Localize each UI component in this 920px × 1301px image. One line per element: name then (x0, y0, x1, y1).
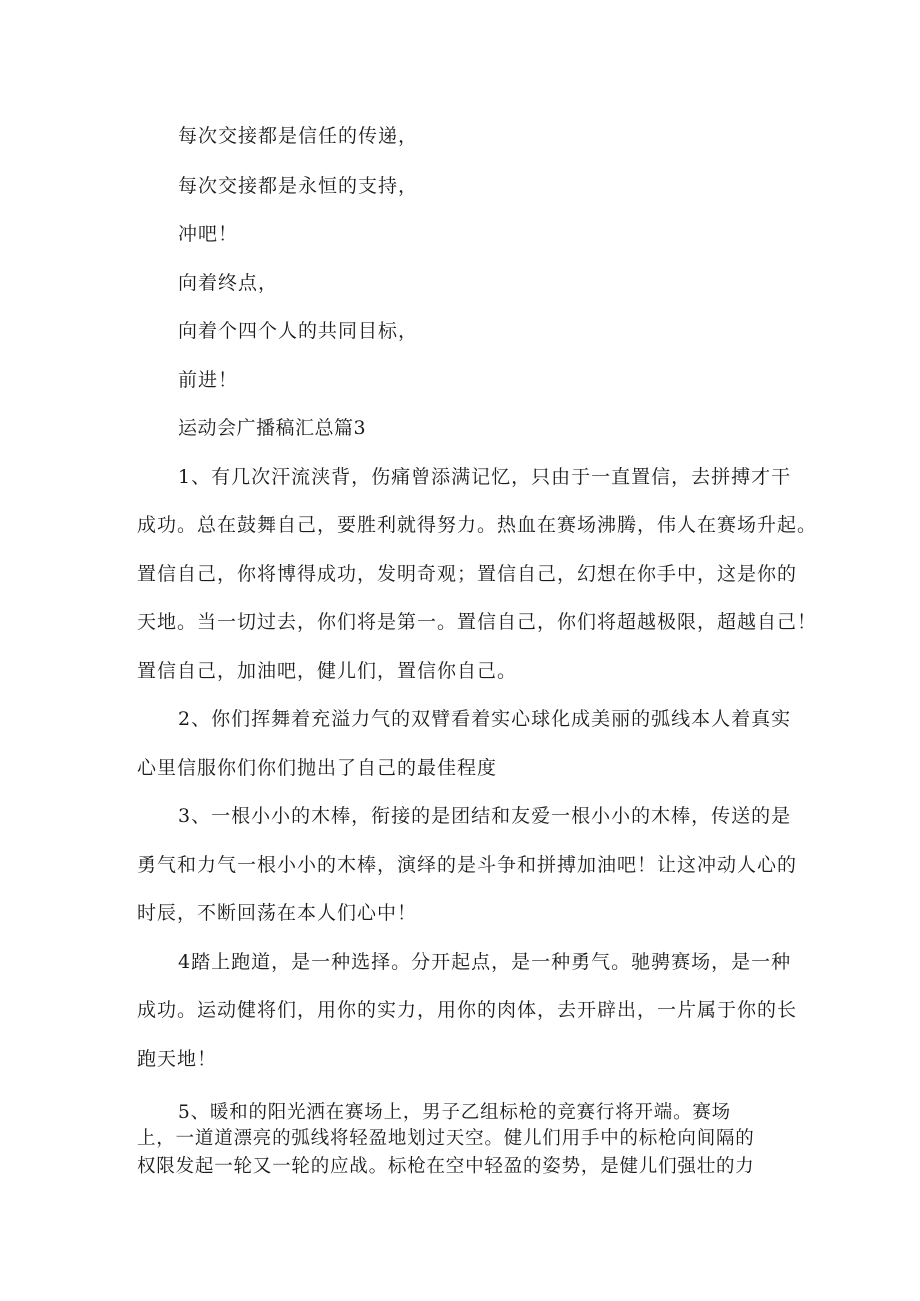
paragraph-line: 时辰，不断回荡在本人们心中！ (137, 902, 418, 924)
poem-line: 冲吧！ (178, 223, 239, 245)
paragraph-line: 3、一根小小的木棒，衔接的是团结和友爱一根小小的木棒，传送的是 (178, 805, 792, 827)
paragraph-line: 权限发起一轮又一轮的应战。标枪在空中轻盈的姿势，是健儿们强壮的力 (137, 1156, 755, 1177)
paragraph-line: 置信自己，你将博得成功，发明奇观；置信自己，幻想在你手中，这是你的 (137, 563, 798, 585)
paragraph-line: 2、你们挥舞着充溢力气的双臂看着实心球化成美丽的弧线本人着真实 (178, 708, 792, 730)
paragraph-line: 置信自己，加油吧，健儿们，置信你自己。 (137, 660, 518, 682)
poem-line: 前进！ (178, 369, 239, 391)
poem-line: 每次交接都是信任的传递， (178, 125, 419, 147)
paragraph-line: 心里信服你们你们抛出了自己的最佳程度 (137, 757, 498, 779)
poem-line: 向着个四个人的共同目标， (178, 320, 419, 342)
section-title: 运动会广播稿汇总篇3 (178, 417, 367, 439)
poem-line: 每次交接都是永恒的支持， (178, 175, 419, 197)
paragraph-line: 天地。当一切过去，你们将是第一。置信自己，你们将超越极限，超越自己！ (137, 611, 818, 633)
paragraph-line: 1、有几次汗流浃背，伤痛曾添满记忆，只由于一直置信，去拼搏才干 (178, 466, 792, 488)
poem-line: 向着终点， (178, 272, 279, 294)
paragraph-line: 5、暖和的阳光洒在赛场上，男子乙组标枪的竞赛行将开端。赛场 (178, 1102, 731, 1123)
paragraph-line: 跑天地！ (137, 1048, 218, 1070)
paragraph-line: 成功。总在鼓舞自己，要胜利就得努力。热血在赛场沸腾，伟人在赛场升起。 (137, 514, 818, 536)
paragraph-line: 上，一道道漂亮的弧线将轻盈地划过天空。健儿们用手中的标枪向间隔的 (137, 1128, 755, 1149)
paragraph-line: 勇气和力气一根小小的木棒，演绎的是斗争和拼搏加油吧！让这冲动人心的 (137, 854, 798, 876)
paragraph-line: 4踏上跑道，是一种选择。分开起点，是一种勇气。驰骋赛场，是一种 (178, 951, 792, 973)
paragraph-line: 成功。运动健将们，用你的实力，用你的肉体，去开辟出，一片属于你的长 (137, 999, 798, 1021)
